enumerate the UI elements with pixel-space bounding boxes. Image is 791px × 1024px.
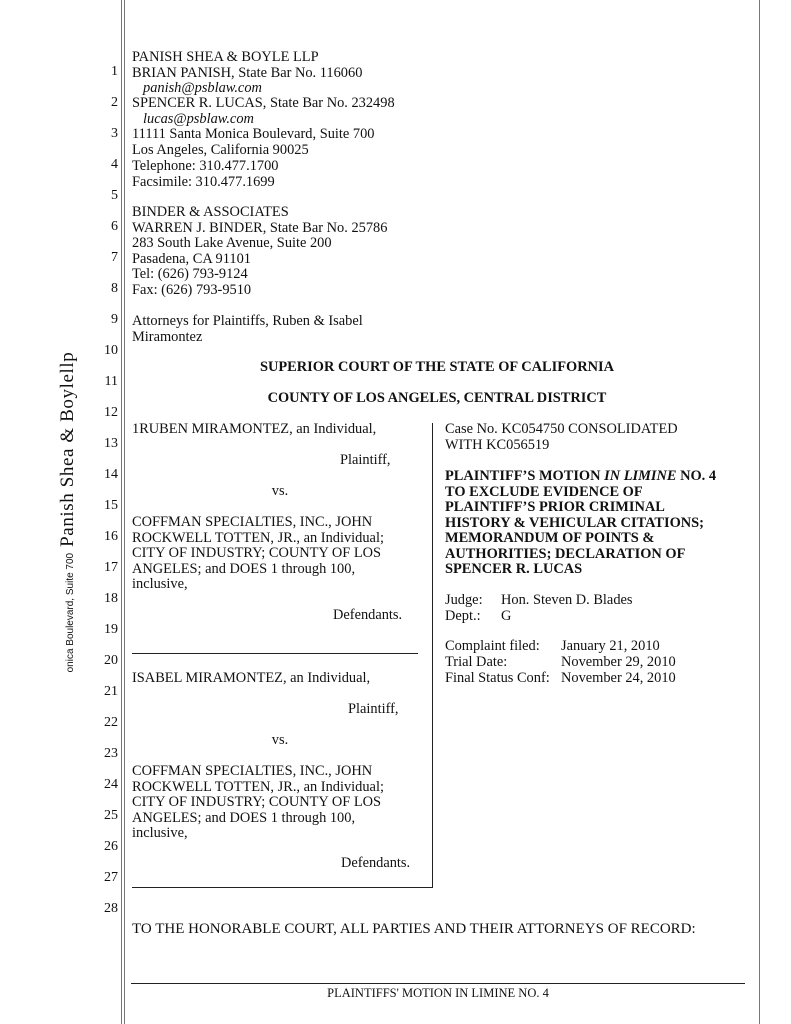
motion-title-line: MEMORANDUM OF POINTS & <box>445 530 655 546</box>
line-number: 21 <box>104 684 118 699</box>
motion-title-part2: NO. 4 <box>676 468 717 484</box>
judge-label: Judge: <box>445 592 483 608</box>
line-number: 22 <box>104 715 118 730</box>
line-number: 3 <box>111 126 118 141</box>
firm-fax-2: Fax: (626) 793-9510 <box>132 282 252 298</box>
line-number: 23 <box>104 746 118 761</box>
line-number: 17 <box>104 560 118 575</box>
defendant-line: ANGELES; and DOES 1 through 100, <box>132 560 356 577</box>
defendants-1-label: Defendants. <box>333 607 403 623</box>
right-margin-rule <box>759 0 760 1024</box>
left-margin-rule-1 <box>121 0 122 1024</box>
defendant-line: inclusive, <box>132 825 188 841</box>
line-number: 16 <box>104 529 118 544</box>
firm-city-1: Los Angeles, California 90025 <box>132 142 309 158</box>
attorneys-for-line-2: Miramontez <box>132 329 203 345</box>
trial-date-label: Trial Date: <box>445 654 508 670</box>
footer-title: PLAINTIFFS' MOTION IN LIMINE NO. 4 <box>327 986 549 1000</box>
defendant-line: ROCKWELL TOTTEN, JR., an Individual; <box>132 778 384 795</box>
line-number: 2 <box>111 95 118 110</box>
line-number: 1 <box>111 64 118 79</box>
email-panish: panish@psblaw.com <box>143 80 262 96</box>
line-number: 15 <box>104 498 118 513</box>
attorneys-for-line-1: Attorneys for Plaintiffs, Ruben & Isabel <box>132 313 363 329</box>
line-number: 13 <box>104 436 118 451</box>
line-number: 9 <box>111 312 118 327</box>
motion-title-line: TO EXCLUDE EVIDENCE OF <box>445 483 643 500</box>
line-number: 18 <box>104 591 118 606</box>
defendant-line: CITY OF INDUSTRY; COUNTY OF LOS <box>132 794 382 810</box>
vs-1: vs. <box>271 483 289 499</box>
sidebar-address: onica Boulevard, Suite 700 <box>65 552 76 673</box>
firm-phone-2: Tel: (626) 793-9124 <box>132 266 248 282</box>
attorney-panish: BRIAN PANISH, State Bar No. 116060 <box>132 65 363 81</box>
attorney-lucas: SPENCER R. LUCAS, State Bar No. 232498 <box>132 95 395 111</box>
line-number: 19 <box>104 622 118 637</box>
line-number: 25 <box>104 808 118 823</box>
line-number: 26 <box>104 839 118 854</box>
firm-city-2: Pasadena, CA 91101 <box>132 251 251 267</box>
dept-value: G <box>501 608 512 624</box>
attorney-binder: WARREN J. BINDER, State Bar No. 25786 <box>132 220 388 236</box>
email-lucas: lucas@psblaw.com <box>143 111 254 127</box>
line-number: 10 <box>104 343 118 358</box>
complaint-filed-label: Complaint filed: <box>445 638 540 654</box>
firm-sidebar <box>57 352 79 673</box>
caption-divider <box>132 653 418 654</box>
line-number: 12 <box>104 405 118 420</box>
firm-phone-1: Telephone: 310.477.1700 <box>132 158 279 174</box>
line-number: 7 <box>111 250 118 265</box>
court-name: SUPERIOR COURT OF THE STATE OF CALIFORNIA <box>260 359 614 375</box>
complaint-filed-value: January 21, 2010 <box>561 638 660 654</box>
firm-name-1: PANISH SHEA & BOYLE LLP <box>132 49 319 65</box>
motion-title-line-1 <box>445 469 716 485</box>
court-county: COUNTY OF LOS ANGELES, CENTRAL DISTRICT <box>267 390 607 406</box>
plaintiff-1-label: Plaintiff, <box>340 452 391 468</box>
case-number-line-1: Case No. KC054750 CONSOLIDATED <box>445 421 678 437</box>
motion-title-italic: IN LIMINE <box>604 468 677 484</box>
plaintiff-2-label: Plaintiff, <box>348 701 399 717</box>
defendant-line: ANGELES; and DOES 1 through 100, <box>132 809 356 826</box>
defendant-line: inclusive, <box>132 576 188 592</box>
motion-title-line: SPENCER R. LUCAS <box>445 561 583 577</box>
firm-name-2: BINDER & ASSOCIATES <box>132 204 289 220</box>
caption-right-rule <box>432 423 433 888</box>
motion-title-line: AUTHORITIES; DECLARATION OF <box>445 545 686 562</box>
judge-value: Hon. Steven D. Blades <box>501 592 633 608</box>
defendant-line: CITY OF INDUSTRY; COUNTY OF LOS <box>132 545 382 561</box>
dept-label: Dept.: <box>445 608 481 624</box>
defendant-line: ROCKWELL TOTTEN, JR., an Individual; <box>132 529 384 546</box>
defendant-line: COFFMAN SPECIALTIES, INC., JOHN <box>132 763 373 779</box>
sidebar-firm-name: Panish Shea & Boylellp <box>57 351 78 547</box>
line-number: 8 <box>111 281 118 296</box>
case-number-line-2: WITH KC056519 <box>445 437 550 453</box>
line-number: 20 <box>104 653 118 668</box>
vs-2: vs. <box>271 732 289 748</box>
line-number: 11 <box>104 374 118 389</box>
defendants-2-label: Defendants. <box>341 855 411 871</box>
final-status-label: Final Status Conf: <box>445 670 550 686</box>
line-number: 14 <box>104 467 118 482</box>
line-number: 28 <box>104 901 118 916</box>
motion-title-line: PLAINTIFF’S PRIOR CRIMINAL <box>445 499 665 515</box>
trial-date-value: November 29, 2010 <box>561 654 676 670</box>
left-margin-rule-2 <box>124 0 125 1024</box>
caption-bottom-rule <box>132 887 433 888</box>
firm-address-1: 11111 Santa Monica Boulevard, Suite 700 <box>132 126 375 142</box>
line-number: 27 <box>104 870 118 885</box>
firm-fax-1: Facsimile: 310.477.1699 <box>132 174 275 190</box>
motion-title-line: HISTORY & VEHICULAR CITATIONS; <box>445 514 704 531</box>
firm-address-2: 283 South Lake Avenue, Suite 200 <box>132 235 332 251</box>
motion-title-part1: PLAINTIFF’S MOTION <box>445 468 605 484</box>
line-number: 5 <box>111 188 118 203</box>
line-number: 6 <box>111 219 118 234</box>
plaintiff-1-name: 1RUBEN MIRAMONTEZ, an Individual, <box>132 421 377 437</box>
defendant-line: COFFMAN SPECIALTIES, INC., JOHN <box>132 514 373 530</box>
line-number: 24 <box>104 777 118 792</box>
line-number: 4 <box>111 157 118 172</box>
footer-rule <box>131 983 745 984</box>
salutation: TO THE HONORABLE COURT, ALL PARTIES AND THEIR ATTORNEYS OF RECORD: <box>132 921 696 937</box>
final-status-value: November 24, 2010 <box>561 670 676 686</box>
plaintiff-2-name: ISABEL MIRAMONTEZ, an Individual, <box>132 670 371 686</box>
